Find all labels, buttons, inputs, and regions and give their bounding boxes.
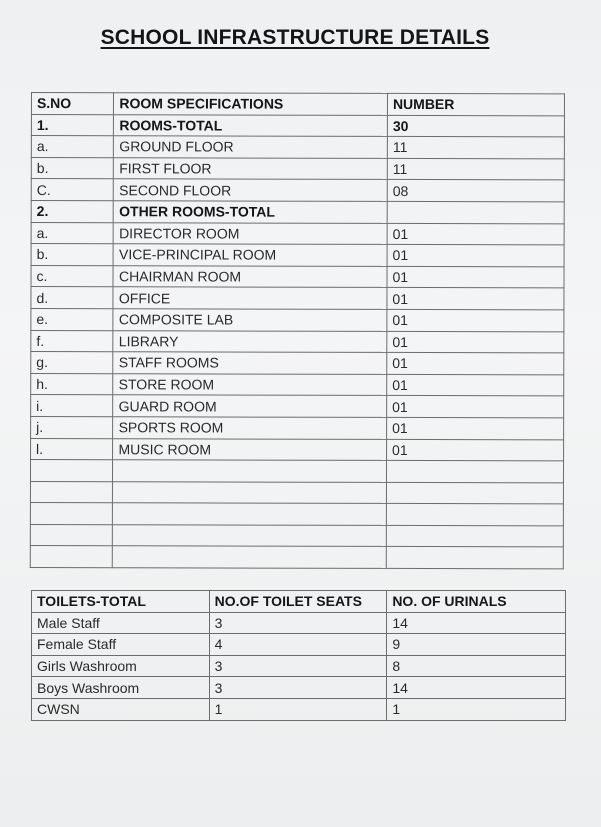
header-number: NUMBER [387,93,564,115]
cell-number [386,504,563,526]
table-row [32,655,566,677]
cell-number: 01 [387,223,564,245]
table-row [31,200,564,223]
cell-number: 11 [387,137,564,159]
cell-sno: f. [31,330,114,352]
header-urinals: NO. OF URINALS [387,591,566,613]
rooms-table [30,92,565,569]
cell-number [386,525,563,547]
cell-number: 01 [387,331,564,353]
cell-room: GROUND FLOOR [114,136,388,158]
cell-urinals: 9 [387,634,566,656]
cell-toilet-seats: 3 [209,677,387,699]
cell-toilet-category: Male Staff [32,612,210,634]
cell-room [113,460,387,482]
table-row [31,308,564,331]
cell-number [386,461,563,483]
cell-number: 01 [387,309,564,331]
table-row [31,244,564,267]
cell-sno: 2. [31,200,114,222]
cell-sno [30,481,113,503]
table-row [31,438,564,461]
table-row [31,179,564,202]
cell-sno: i. [31,395,114,417]
cell-sno: a. [31,222,114,244]
cell-sno [30,503,113,525]
cell-number [386,482,563,504]
cell-room: CHAIRMAN ROOM [113,265,387,287]
cell-urinals: 14 [387,677,566,699]
cell-urinals: 1 [387,698,566,720]
cell-number: 01 [387,396,564,418]
table-row [32,677,566,699]
cell-sno: h. [31,373,114,395]
cell-number: 08 [387,180,564,202]
cell-number [387,201,564,223]
cell-toilet-category: CWSN [32,698,210,720]
toilets-table [31,590,566,721]
table-row-empty [30,524,563,547]
cell-toilet-seats: 3 [209,612,387,634]
header-sno: S.NO [31,93,114,115]
cell-sno [30,524,113,546]
table-row [31,416,564,439]
cell-number [386,547,563,569]
table-row [32,698,566,720]
cell-room: GUARD ROOM [113,395,387,417]
cell-room: SPORTS ROOM [113,417,387,439]
cell-sno: b. [31,244,114,266]
rooms-table-header [31,93,564,116]
cell-sno [30,546,113,568]
cell-toilet-seats: 1 [209,698,387,720]
cell-sno: g. [31,352,114,374]
cell-sno: e. [31,308,114,330]
table-row [31,157,564,180]
table-row [31,287,564,310]
cell-sno: c. [31,265,114,287]
cell-number: 01 [387,266,564,288]
table-row [31,136,564,159]
header-toilets-total: TOILETS-TOTAL [32,591,210,613]
cell-number: 01 [387,288,564,310]
cell-number: 01 [387,245,564,267]
cell-toilet-category: Girls Washroom [32,655,210,677]
table-row-empty [30,481,563,504]
cell-room: OFFICE [113,287,387,309]
table-row [32,634,566,656]
table-row [31,395,564,418]
cell-room: OTHER ROOMS-TOTAL [114,201,388,223]
cell-room: VICE-PRINCIPAL ROOM [113,244,387,266]
cell-toilet-category: Female Staff [32,634,210,656]
page-title-text: SCHOOL INFRASTRUCTURE DETAILS [100,26,490,49]
table-row-empty [30,546,563,569]
cell-number: 01 [387,374,564,396]
header-room-specifications: ROOM SPECIFICATIONS [114,93,388,115]
cell-room: SECOND FLOOR [114,179,388,201]
cell-room [113,525,387,547]
cell-room [113,503,387,525]
toilets-table-header [32,591,566,613]
cell-room: STAFF ROOMS [113,352,387,374]
cell-urinals: 14 [387,612,566,634]
cell-room: MUSIC ROOM [113,438,387,460]
cell-number: 01 [387,417,564,439]
cell-number: 11 [387,158,564,180]
cell-urinals: 8 [387,655,566,677]
cell-room: ROOMS-TOTAL [114,114,388,136]
cell-room: LIBRARY [113,330,387,352]
cell-room: COMPOSITE LAB [113,309,387,331]
cell-sno: d. [31,287,114,309]
header-toilet-seats: NO.OF TOILET SEATS [209,591,387,613]
cell-sno: b. [31,157,114,179]
table-row [31,330,564,353]
table-row [31,352,564,375]
cell-room [113,481,387,503]
table-row [31,114,564,137]
cell-number: 01 [387,353,564,375]
cell-sno: a. [31,136,114,158]
cell-number: 01 [387,439,564,461]
cell-sno: j. [31,416,114,438]
cell-sno [30,460,113,482]
table-row-empty [30,503,563,526]
table-row [31,265,564,288]
cell-toilet-seats: 4 [209,634,387,656]
table-row-empty [30,460,563,483]
cell-room: DIRECTOR ROOM [114,222,388,244]
table-row [32,612,566,634]
cell-sno: 1. [31,114,114,136]
cell-room: FIRST FLOOR [114,157,388,179]
cell-number: 30 [387,115,564,137]
page-title [0,26,590,50]
cell-toilet-seats: 3 [209,655,387,677]
cell-sno: C. [31,179,114,201]
table-row [31,373,564,396]
cell-room: STORE ROOM [113,373,387,395]
cell-sno: l. [31,438,114,460]
table-row [31,222,564,245]
cell-room [113,546,387,568]
cell-toilet-category: Boys Washroom [32,677,210,699]
